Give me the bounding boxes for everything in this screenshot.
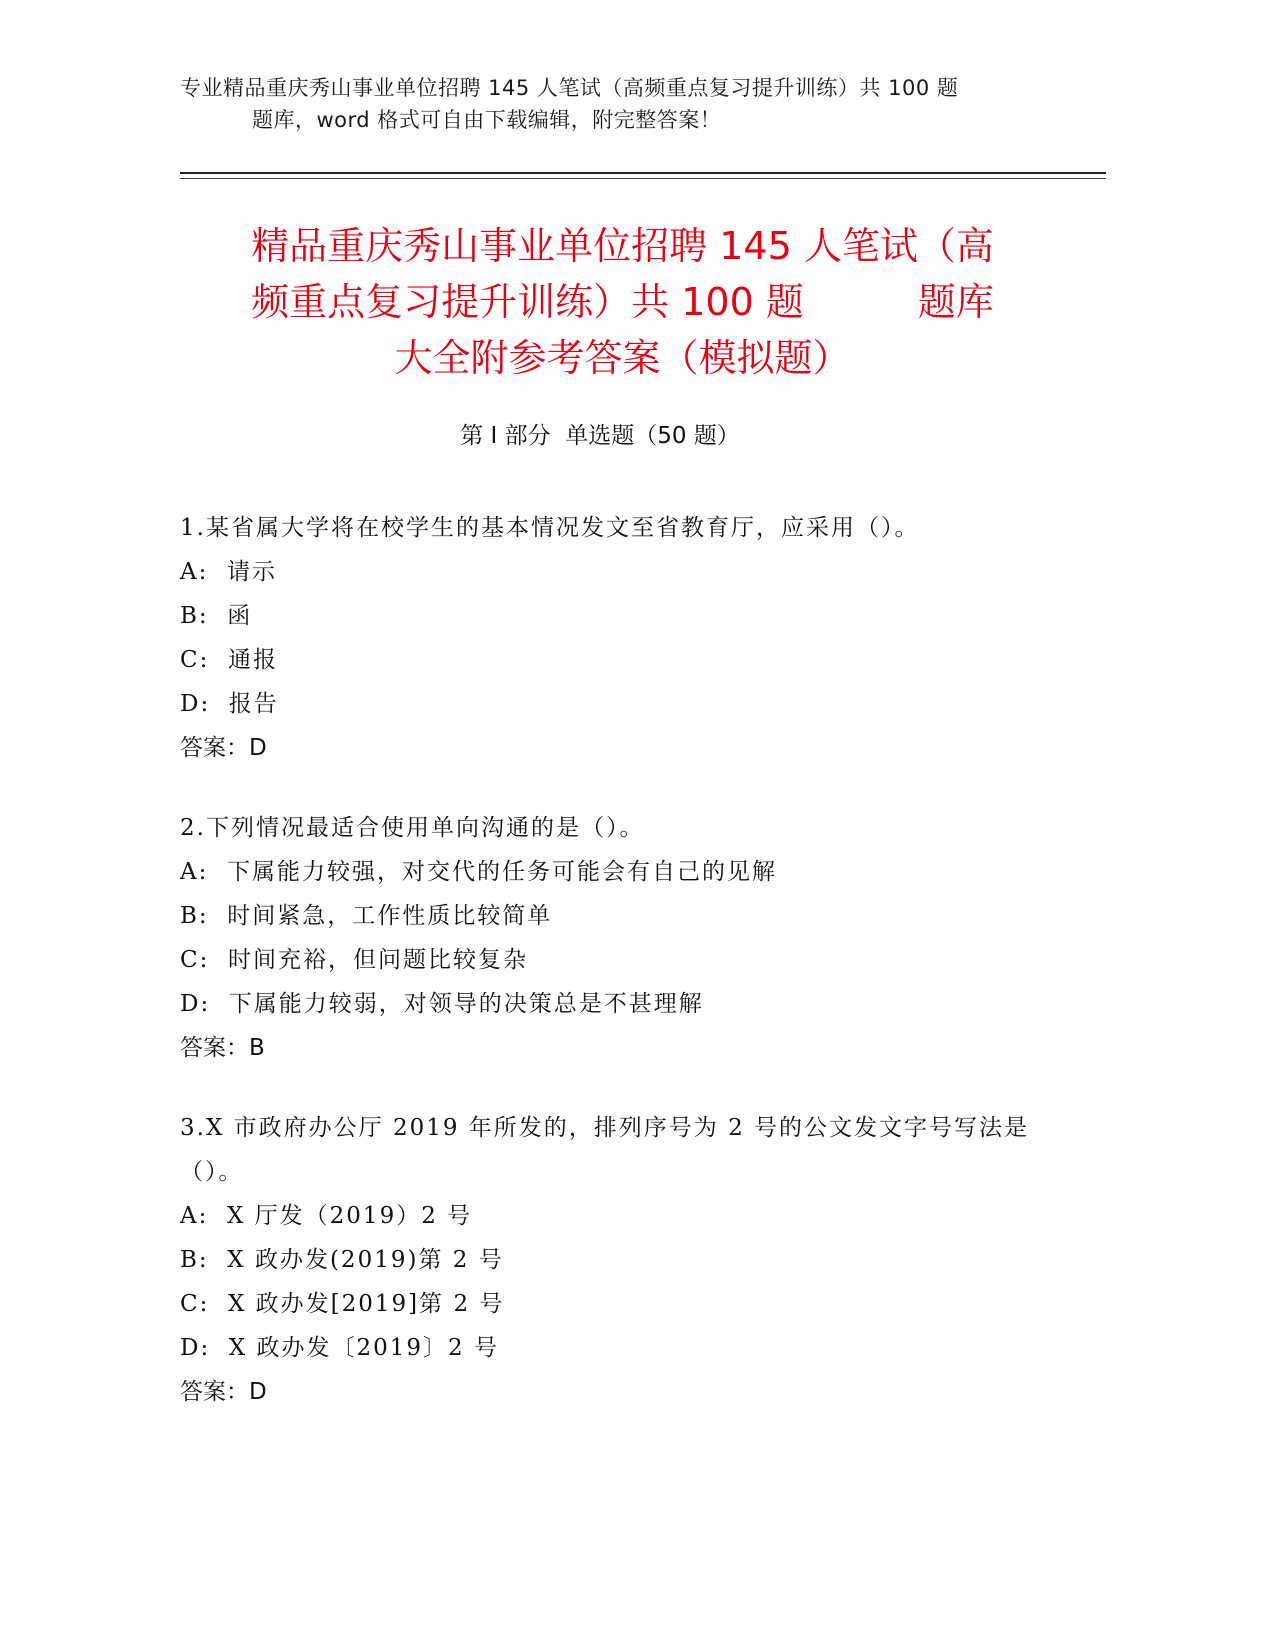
question-list bbox=[180, 506, 1040, 1450]
question-3 bbox=[180, 1106, 1040, 1414]
question-stem: 2.下列情况最适合使用单向沟通的是（）。 bbox=[180, 815, 645, 841]
main-title-line1: 精品重庆秀山事业单位招聘 145 人笔试（高 bbox=[251, 224, 994, 268]
answer: 答案：B bbox=[180, 1035, 265, 1061]
section-title: 第 I 部分 单选题（50 题） bbox=[460, 423, 740, 449]
main-title-line3: 大全附参考答案（模拟题） bbox=[394, 336, 851, 380]
question-stem: 3.X 市政府办公厅 2019 年所发的，排列序号为 2 号的公文发文字号写法是（）。 bbox=[180, 1115, 1030, 1185]
header-rule-thick bbox=[180, 172, 1106, 174]
question-stem: 1.某省属大学将在校学生的基本情况发文至省教育厅，应采用（）。 bbox=[180, 515, 920, 541]
option-b: B: X 政办发(2019)第 2 号 bbox=[180, 1247, 504, 1273]
question-2 bbox=[180, 806, 1040, 1070]
answer: 答案：D bbox=[180, 1379, 267, 1405]
option-b: B: 函 bbox=[180, 603, 253, 629]
option-c: C: 通报 bbox=[180, 647, 278, 673]
question-1 bbox=[180, 506, 1040, 770]
header-note bbox=[180, 72, 1140, 136]
option-b: B: 时间紧急，工作性质比较简单 bbox=[180, 903, 553, 929]
option-d: D: X 政办发〔2019〕2 号 bbox=[180, 1335, 499, 1361]
option-a: A: 下属能力较强，对交代的任务可能会有自己的见解 bbox=[180, 859, 777, 885]
option-a: A: X 厅发（2019）2 号 bbox=[180, 1203, 473, 1229]
option-c: C: X 政办发[2019]第 2 号 bbox=[180, 1291, 505, 1317]
header-rule-thin bbox=[180, 178, 1106, 179]
header-note-line2: 题库，word 格式可自由下载编辑，附完整答案！ bbox=[252, 108, 722, 132]
answer: 答案：D bbox=[180, 735, 267, 761]
option-a: A: 请示 bbox=[180, 559, 277, 585]
option-d: D: 报告 bbox=[180, 691, 279, 717]
option-d: D: 下属能力较弱，对领导的决策总是不甚理解 bbox=[180, 991, 704, 1017]
main-title bbox=[170, 218, 1075, 386]
main-title-line2: 频重点复习提升训练）共 100 题 题库 bbox=[251, 280, 994, 324]
option-c: C: 时间充裕，但问题比较复杂 bbox=[180, 947, 528, 973]
header-note-line1: 专业精品重庆秀山事业单位招聘 145 人笔试（高频重点复习提升训练）共 100 题 bbox=[180, 76, 959, 100]
